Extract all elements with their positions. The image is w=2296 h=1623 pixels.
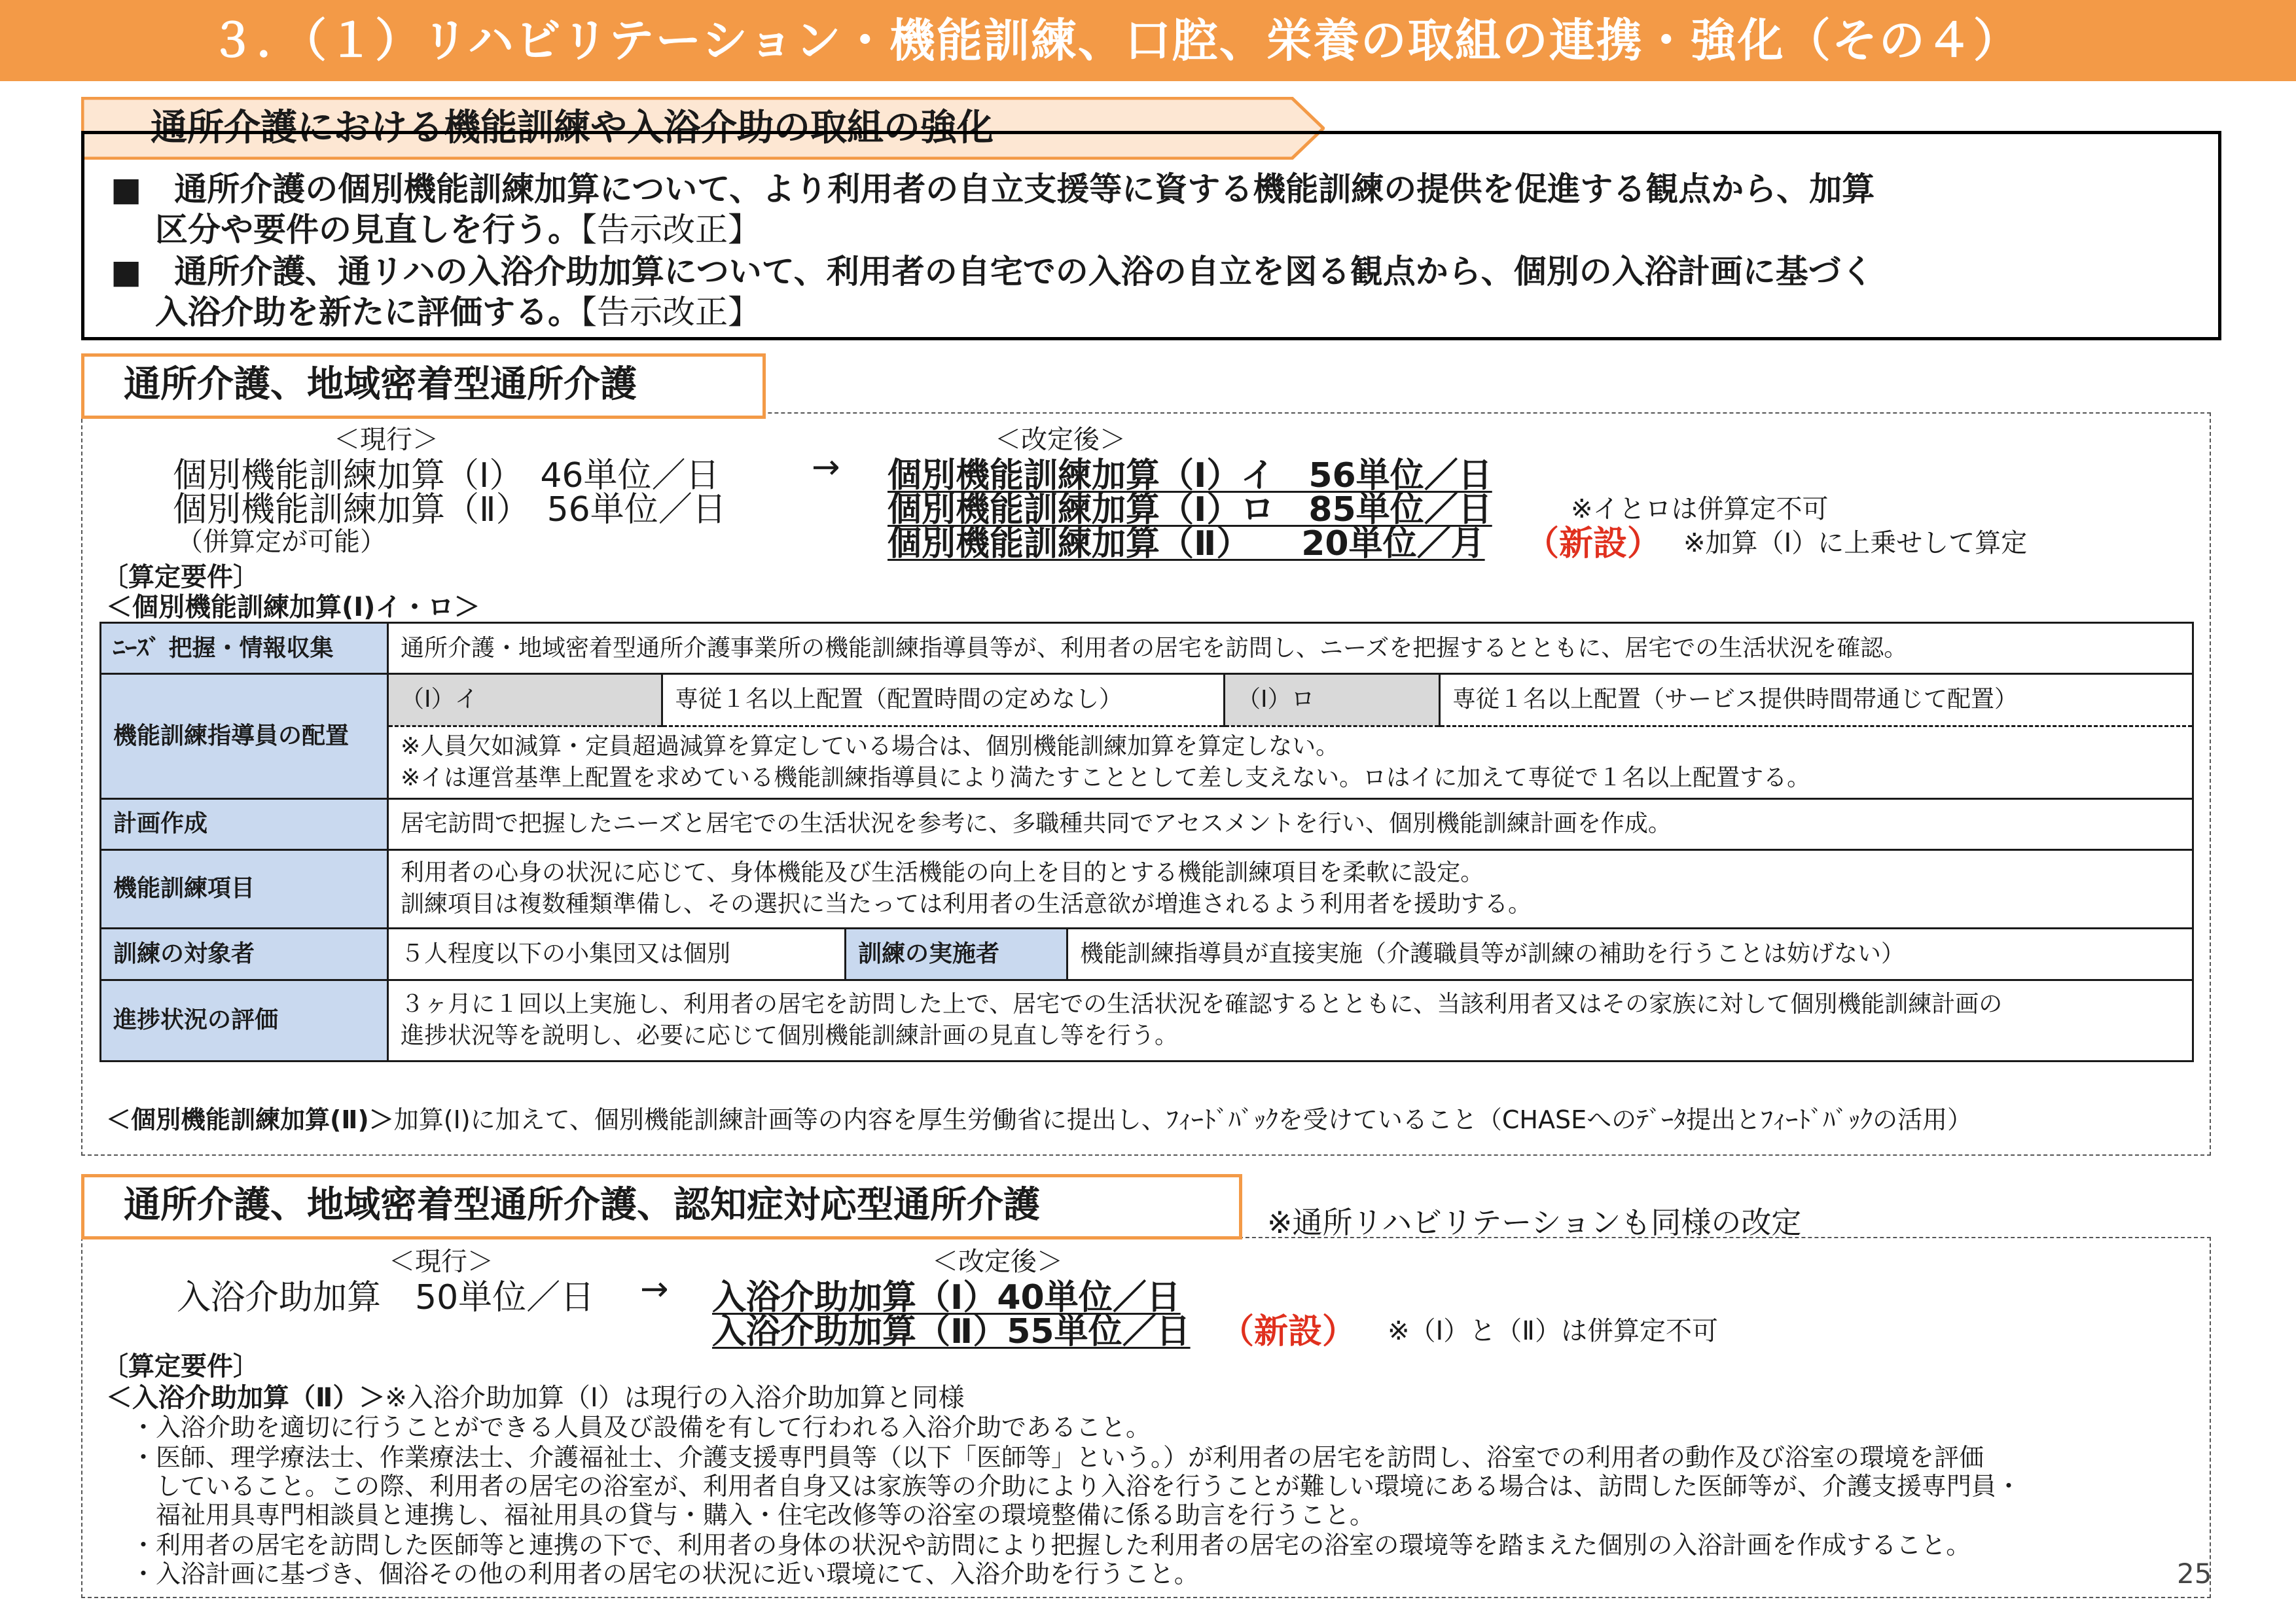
box1-current-row-1: 個別機能訓練加算（Ⅰ） 46単位／日: [173, 456, 720, 495]
box2-req-sub: ＜入浴介助加算（Ⅱ）＞※入浴介助加算（Ⅰ）は現行の入浴介助加算と同様: [106, 1383, 965, 1413]
box2-requirement-item: 福祉用具専門相談員と連携し、福祉用具の貸与・購入・住宅改修等の浴室の環境整備に係る助言を行うこと。: [131, 1501, 1375, 1529]
box2-requirement-item: ・入浴介助を適切に行うことができる人員及び設備を有して行われる入浴介助であること。: [131, 1413, 1151, 1442]
staff-cell: [388, 674, 2193, 799]
table-row: [101, 849, 2193, 928]
box1-revised-label: ＜改定後＞: [995, 425, 1126, 455]
section-title: 通所介護における機能訓練や入浴介助の取組の強化: [151, 107, 994, 149]
table-row: [101, 623, 2193, 674]
staff-note-2: ※イは運営基準上配置を求めている機能訓練指導員により満たすこととして差し支えない。ロはイに加えて専従で１名以上配置する。: [401, 764, 1811, 791]
box1-new-tag: （新設）: [1525, 524, 1662, 563]
table-row: [101, 928, 2193, 980]
staff-i-value: 専従１名以上配置（配置時間の定めなし）: [662, 675, 1225, 726]
staff-ro-value: 専従１名以上配置（サービス提供時間帯通じて配置）: [1440, 675, 2193, 726]
table-row: [101, 674, 2193, 799]
arrow-icon-2: →: [640, 1270, 669, 1309]
row-header-plan: 計画作成: [101, 798, 388, 849]
row-header-exec: 訓練の実施者: [846, 929, 1067, 979]
row-value-plan: 居宅訪問で把握したニーズと居宅での生活状況を参考に、多職種共同でアセスメントを行い、個別機能訓練計画を作成。: [388, 798, 2193, 849]
box2-revised-label: ＜改定後＞: [932, 1247, 1063, 1277]
row-value-eval: [388, 980, 2193, 1061]
row-header-target: 訓練の対象者: [101, 928, 388, 980]
staff-ro-label: （Ⅰ）ロ: [1225, 675, 1440, 726]
box2-revised-row-1: 入浴介助加算（Ⅰ）40単位／日: [712, 1278, 1181, 1317]
box1-req-sub: ＜個別機能訓練加算(Ⅰ)イ・ロ＞: [106, 592, 480, 622]
arrow-icon: →: [812, 448, 840, 487]
summary-line-1: ■ 通所介護の個別機能訓練加算について、より利用者の自立支援等に資する機能訓練の提供を促進する観点から、加算: [111, 170, 1875, 208]
items-line-1: 利用者の心身の状況に応じて、身体機能及び生活機能の向上を目的とする機能訓練項目を柔軟に設定。: [401, 859, 1484, 886]
box2-requirement-item: ・医師、理学療法士、作業療法士、介護福祉士、介護支援専門員等（以下「医師等」という。）が利用者の居宅を訪問し、浴室での利用者の動作及び浴室の環境を評価: [131, 1443, 1984, 1472]
staff-note-1: ※人員欠如減算・定員超過減算を算定している場合は、個別機能訓練加算を算定しない。: [401, 732, 1340, 760]
box2-side-note: ※通所リハビリテーションも同様の改定: [1267, 1205, 1802, 1240]
row-value-exec: 機能訓練指導員が直接実施（介護職員等が訓練の補助を行うことは妨げない）: [1080, 940, 1905, 967]
box1-revised-row-3: 個別機能訓練加算（Ⅱ） 20単位／月: [888, 524, 1485, 563]
summary-line-2: 区分や要件の見直しを行う。【告示改正】: [155, 211, 761, 249]
target-cell: [388, 928, 2193, 980]
row-header-eval: 進捗状況の評価: [101, 980, 388, 1061]
box1-current-label: ＜現行＞: [334, 425, 439, 455]
box2-current-row: 入浴介助加算 50単位／日: [177, 1278, 595, 1317]
box1-note-row-3: ※加算（Ⅰ）に上乗せして算定: [1683, 528, 2028, 558]
box1-req-label: 〔算定要件〕: [102, 562, 259, 592]
summary-line-3: ■ 通所介護、通リハの入浴介助加算について、利用者の自宅での入浴の自立を図る観点から、個別の入浴計画に基づく: [111, 253, 1874, 291]
row-value-target: ５人程度以下の小集団又は個別: [389, 929, 846, 979]
page-number: 25: [2177, 1558, 2212, 1590]
box2-requirement-item: ・利用者の居宅を訪問した医師等と連携の下で、利用者の身体の状況や訪問により把握した利用者の居宅の浴室の環境等を踏まえた個別の入浴計画を作成すること。: [131, 1531, 1971, 1560]
eval-line-2: 進捗状況等を説明し、必要に応じて個別機能訓練計画の見直し等を行う。: [401, 1022, 1179, 1049]
row-header-items: 機能訓練項目: [101, 849, 388, 928]
page-title: ３．（１）リハビリテーション・機能訓練、口腔、栄養の取組の連携・強化（その４）: [209, 14, 2020, 67]
box1-current-row-2: 個別機能訓練加算（Ⅱ） 56単位／日: [173, 490, 726, 529]
box1-revised-row-2: 個別機能訓練加算（Ⅰ）ロ 85単位／日: [888, 490, 1492, 529]
box1-footer: ＜個別機能訓練加算(Ⅱ)＞加算(Ⅰ)に加えて、個別機能訓練計画等の内容を厚生労働省に提出し、ﾌｨｰﾄﾞﾊﾞｯｸを受けていること（CHASEへのﾃﾞｰﾀ提出とﾌｨｰﾄﾞﾊﾞｯｸの活用）: [106, 1105, 1973, 1134]
box2-heading: 通所介護、地域密着型通所介護、認知症対応型通所介護: [81, 1174, 1242, 1240]
row-value-items: [388, 849, 2193, 928]
row-value-needs: 通所介護・地域密着型通所介護事業所の機能訓練指導員等が、利用者の居宅を訪問し、ニーズを把握するとともに、居宅での生活状況を確認。: [388, 623, 2193, 674]
staff-notes: [389, 726, 2192, 798]
box2-revised-row-2: 入浴介助加算（Ⅱ）55単位／日: [712, 1312, 1191, 1351]
box1-revised-row-1: 個別機能訓練加算（Ⅰ）イ 56単位／日: [888, 456, 1492, 495]
box2-new-tag: （新設）: [1220, 1312, 1357, 1351]
box2-req-label: 〔算定要件〕: [102, 1351, 259, 1382]
staff-i-label: （Ⅰ）イ: [389, 675, 662, 726]
row-header-staff: 機能訓練指導員の配置: [101, 674, 388, 799]
table-row: [101, 798, 2193, 849]
row-header-needs: ﾆｰｽﾞ 把握・情報収集: [101, 623, 388, 674]
box2-requirement-item: していること。この際、利用者の居宅の浴室が、利用者自身又は家族等の介助により入浴を行うことが難しい環境にある場合は、訪問した医師等が、介護支援専門員・: [131, 1472, 2022, 1501]
box1-current-note: （併算定が可能）: [177, 527, 386, 557]
items-line-2: 訓練項目は複数種類準備し、その選択に当たっては利用者の生活意欲が増進されるよう利用者を援助する。: [401, 891, 1532, 918]
box2-requirement-item: ・入浴計画に基づき、個浴その他の利用者の居宅の状況に近い環境にて、入浴介助を行うこと。: [131, 1560, 1199, 1588]
requirements-table: [99, 622, 2194, 1062]
summary-line-4: 入浴介助を新たに評価する。【告示改正】: [155, 293, 761, 331]
box2-current-label: ＜現行＞: [389, 1247, 493, 1277]
box2-note: ※（Ⅰ）と（Ⅱ）は併算定不可: [1388, 1316, 1718, 1346]
box1-note-row-2: ※イとロは併算定不可: [1571, 494, 1829, 524]
summary-box: [81, 131, 2221, 340]
box1-heading: 通所介護、地域密着型通所介護: [81, 353, 766, 419]
table-row: [101, 980, 2193, 1061]
eval-line-1: ３ヶ月に１回以上実施し、利用者の居宅を訪問した上で、居宅での生活状況を確認するとともに、当該利用者又はその家族に対して個別機能訓練計画の: [401, 991, 2003, 1018]
